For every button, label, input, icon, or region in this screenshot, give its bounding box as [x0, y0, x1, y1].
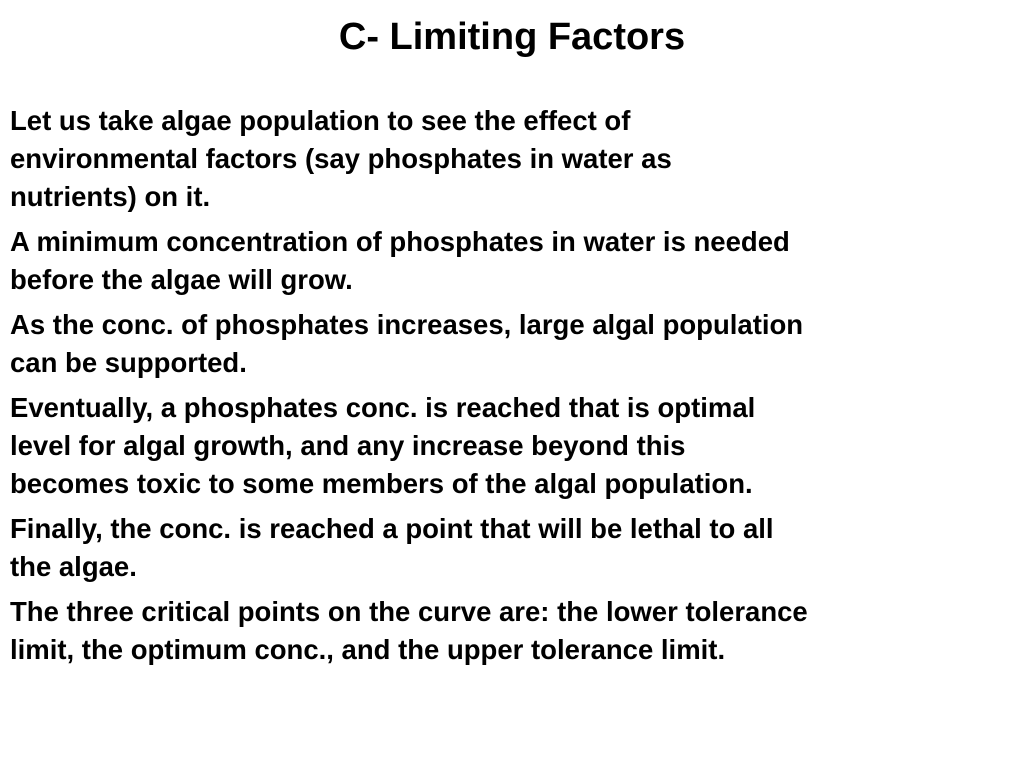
text-line: environmental factors (say phosphates in water as	[10, 143, 672, 174]
text-line: Let us take algae population to see the effect of	[10, 105, 631, 136]
text-line: limit, the optimum conc., and the upper tolerance limit.	[10, 634, 726, 665]
text-line: The three critical points on the curve are: the lower tolerance	[10, 596, 808, 627]
paragraph-lethal-point	[10, 510, 1014, 586]
text-line: level for algal growth, and any increase beyond this	[10, 430, 686, 461]
text-line: the algae.	[10, 551, 137, 582]
text-line: As the conc. of phosphates increases, large algal population	[10, 309, 804, 340]
paragraph-minimum-concentration	[10, 223, 1014, 299]
paragraph-algae-effect	[10, 102, 1014, 216]
slide-body	[10, 102, 1014, 676]
paragraph-increasing-concentration	[10, 306, 1014, 382]
text-line: Eventually, a phosphates conc. is reached that is optimal	[10, 392, 756, 423]
text-line: A minimum concentration of phosphates in water is needed	[10, 226, 790, 257]
text-line: before the algae will grow.	[10, 264, 353, 295]
paragraph-optimal-level	[10, 389, 1014, 503]
paragraph-critical-points	[10, 593, 1014, 669]
text-line: becomes toxic to some members of the algal population.	[10, 468, 753, 499]
slide-title: C- Limiting Factors	[338, 16, 686, 58]
text-line: can be supported.	[10, 347, 247, 378]
text-line: nutrients) on it.	[10, 181, 211, 212]
text-line: Finally, the conc. is reached a point that will be lethal to all	[10, 513, 774, 544]
